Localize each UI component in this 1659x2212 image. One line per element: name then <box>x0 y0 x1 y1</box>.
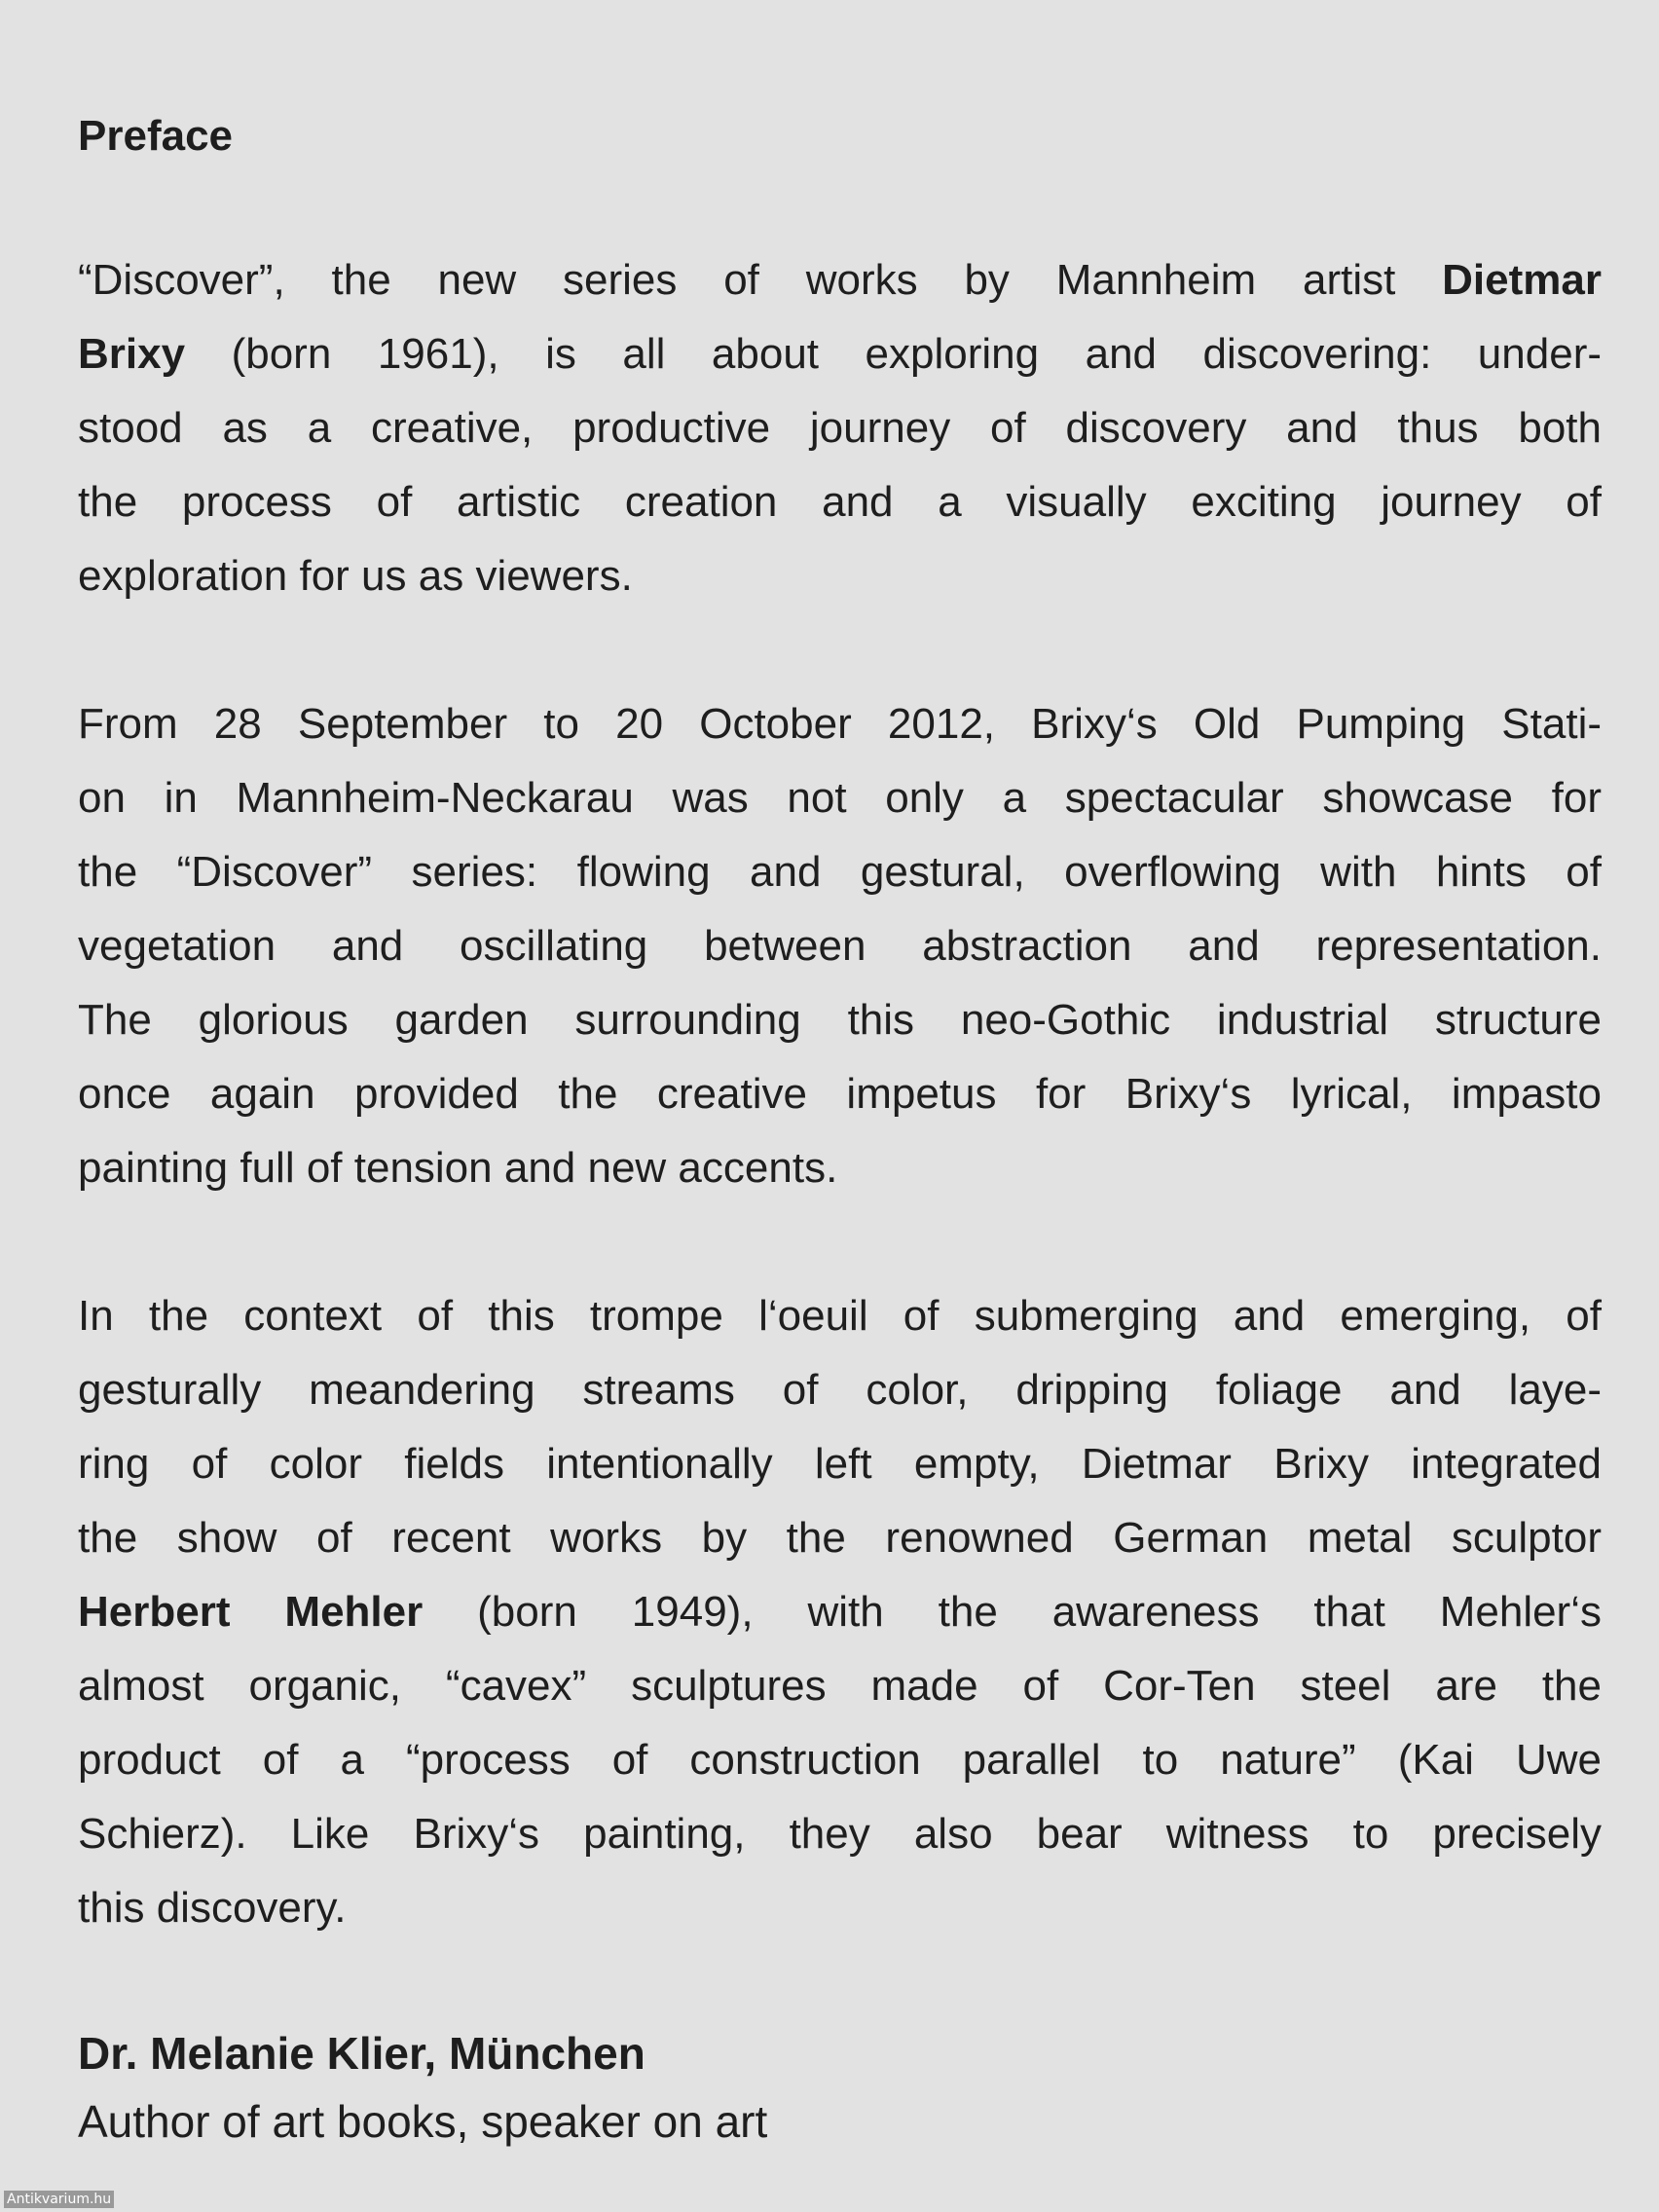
text-line: From 28 September to 20 October 2012, Brixy‘s Old Pumping Stati- <box>78 700 1602 748</box>
text-run: (born 1961), is all about exploring and discovering: under- <box>185 330 1602 378</box>
text-line: the show of recent works by the renowned German metal sculptor <box>78 1514 1602 1562</box>
text-line: vegetation and oscillating between abstraction and representation. <box>78 922 1602 970</box>
text-line: exploration for us as viewers. <box>78 552 633 600</box>
text-line: Schierz). Like Brixy‘s painting, they also bear witness to precisely <box>78 1810 1602 1858</box>
text-run: “Discover”, the new series of works by Mannheim artist <box>78 256 1443 304</box>
paragraph-1 <box>78 243 1602 613</box>
page-title: Preface <box>78 112 234 160</box>
text-line: painting full of tension and new accents. <box>78 1144 838 1192</box>
signature-name: Dr. Melanie Klier, München <box>78 2028 645 2079</box>
text-line: The glorious garden surrounding this neo-Gothic industrial structure <box>78 996 1602 1044</box>
text-line: ring of color fields intentionally left empty, Dietmar Brixy integrated <box>78 1440 1602 1488</box>
sculptor-name-bold: Herbert Mehler <box>78 1588 424 1636</box>
text-line <box>78 317 1602 391</box>
preface-page <box>78 107 1602 2156</box>
text-line: the process of artistic creation and a visually exciting journey of <box>78 478 1602 526</box>
paragraph-3 <box>78 1279 1602 1945</box>
text-line <box>78 1575 1602 1649</box>
artist-name-bold: Dietmar <box>1442 256 1602 304</box>
text-line: the “Discover” series: flowing and gestural, overflowing with hints of <box>78 848 1602 896</box>
text-run: (born 1949), with the awareness that Mehler‘s <box>423 1588 1602 1636</box>
signature-role: Author of art books, speaker on art <box>78 2096 768 2147</box>
text-line: once again provided the creative impetus for Brixy‘s lyrical, impasto <box>78 1070 1602 1118</box>
text-line: this discovery. <box>78 1884 347 1932</box>
text-line: almost organic, “cavex” sculptures made of Cor-Ten steel are the <box>78 1662 1602 1710</box>
text-line: product of a “process of construction parallel to nature” (Kai Uwe <box>78 1736 1602 1784</box>
watermark: Antikvarium.hu <box>4 2191 114 2208</box>
paragraph-2 <box>78 687 1602 1205</box>
text-line: stood as a creative, productive journey of discovery and thus both <box>78 404 1602 452</box>
text-line <box>78 243 1602 317</box>
text-line: gesturally meandering streams of color, dripping foliage and laye- <box>78 1366 1602 1414</box>
text-line: In the context of this trompe l‘oeuil of submerging and emerging, of <box>78 1292 1602 1340</box>
text-line: on in Mannheim-Neckarau was not only a spectacular showcase for <box>78 774 1602 822</box>
artist-name-bold: Brixy <box>78 330 186 378</box>
